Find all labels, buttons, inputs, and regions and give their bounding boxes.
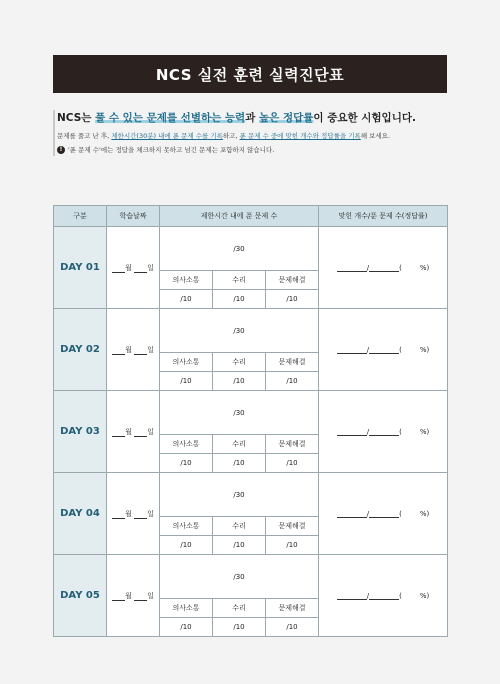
instruction-emphasis: 푼 문제 수 중에 맞힌 개수와 정답률을 기록 <box>239 132 361 140</box>
instruction-part: 하고, <box>222 132 240 140</box>
score-problem-solving-field[interactable] <box>266 290 319 309</box>
month-label: 월 <box>125 345 132 354</box>
day-label: DAY 01 <box>54 227 107 309</box>
score-problem-solving-field[interactable] <box>266 536 319 555</box>
total-solved-field[interactable] <box>160 555 319 599</box>
score-label: /10 <box>180 623 192 631</box>
subject-problem-solving: 문제해결 <box>266 435 319 454</box>
day-label: DAY 04 <box>54 473 107 555</box>
day-blank[interactable] <box>134 264 147 273</box>
subject-math: 수리 <box>213 435 266 454</box>
table-row <box>54 555 448 599</box>
month-label: 월 <box>125 263 132 272</box>
score-communication-field[interactable] <box>160 618 213 637</box>
ratio-separator: / <box>366 428 370 436</box>
headline-text: NCS는 <box>57 112 96 124</box>
score-label: /10 <box>286 459 298 467</box>
note <box>57 145 457 154</box>
study-date-field[interactable] <box>107 555 160 637</box>
score-math-field[interactable] <box>213 536 266 555</box>
month-label: 월 <box>125 509 132 518</box>
header-solved-count: 제한시간 내에 푼 문제 수 <box>160 206 319 227</box>
day-unit-label: 일 <box>147 591 154 600</box>
ratio-separator: / <box>366 510 370 518</box>
diagnosis-table <box>53 205 448 637</box>
month-blank[interactable] <box>112 428 125 437</box>
day-label: DAY 05 <box>54 555 107 637</box>
score-label: /10 <box>180 459 192 467</box>
day-unit-label: 일 <box>147 263 154 272</box>
total-solved-label: /30 <box>233 572 245 581</box>
score-math-field[interactable] <box>213 290 266 309</box>
correct-blank[interactable] <box>337 263 370 272</box>
percent-label: %) <box>419 346 430 354</box>
total-solved-label: /30 <box>233 490 245 499</box>
score-problem-solving-field[interactable] <box>266 618 319 637</box>
day-unit-label: 일 <box>147 345 154 354</box>
subject-problem-solving: 문제해결 <box>266 599 319 618</box>
day-unit-label: 일 <box>147 509 154 518</box>
total-solved-field[interactable] <box>160 227 319 271</box>
score-communication-field[interactable] <box>160 372 213 391</box>
score-label: /10 <box>286 623 298 631</box>
correct-blank[interactable] <box>337 591 370 600</box>
percent-label: %) <box>419 428 430 436</box>
study-date-field[interactable] <box>107 473 160 555</box>
correct-blank[interactable] <box>337 427 370 436</box>
solved-blank[interactable] <box>366 591 399 600</box>
month-label: 월 <box>125 591 132 600</box>
ratio-paren: ( <box>399 592 402 600</box>
subject-communication: 의사소통 <box>160 353 213 372</box>
instruction-part: 문제를 풀고 난 후, <box>57 132 112 140</box>
table-row <box>54 473 448 517</box>
day-blank[interactable] <box>134 510 147 519</box>
score-label: /10 <box>233 623 245 631</box>
study-date-field[interactable] <box>107 227 160 309</box>
percent-label: %) <box>419 592 430 600</box>
header-accuracy: 맞힌 개수/푼 문제 수(정답률) <box>319 206 448 227</box>
month-blank[interactable] <box>112 264 125 273</box>
headline-highlight: 높은 정답률 <box>259 112 314 124</box>
solved-blank[interactable] <box>366 263 399 272</box>
page-title: NCS 실전 훈련 실력진단표 <box>53 55 447 93</box>
accuracy-field[interactable] <box>319 555 448 637</box>
subject-communication: 의사소통 <box>160 435 213 454</box>
score-label: /10 <box>180 295 192 303</box>
total-solved-field[interactable] <box>160 473 319 517</box>
headline-text: 이 중요한 시험입니다. <box>313 112 416 124</box>
subject-problem-solving: 문제해결 <box>266 271 319 290</box>
month-label: 월 <box>125 427 132 436</box>
percent-label: %) <box>419 510 430 518</box>
day-unit-label: 일 <box>147 427 154 436</box>
study-date-field[interactable] <box>107 309 160 391</box>
accuracy-field[interactable] <box>319 391 448 473</box>
score-label: /10 <box>233 541 245 549</box>
score-label: /10 <box>180 541 192 549</box>
percent-label: %) <box>419 264 430 272</box>
score-label: /10 <box>286 377 298 385</box>
score-label: /10 <box>233 377 245 385</box>
month-blank[interactable] <box>112 510 125 519</box>
ratio-paren: ( <box>399 510 402 518</box>
subject-math: 수리 <box>213 599 266 618</box>
accuracy-field[interactable] <box>319 309 448 391</box>
table-row <box>54 227 448 271</box>
subject-problem-solving: 문제해결 <box>266 353 319 372</box>
total-solved-label: /30 <box>233 326 245 335</box>
subject-communication: 의사소통 <box>160 271 213 290</box>
ratio-paren: ( <box>399 346 402 354</box>
solved-blank[interactable] <box>366 427 399 436</box>
study-date-field[interactable] <box>107 391 160 473</box>
subject-problem-solving: 문제해결 <box>266 517 319 536</box>
correct-blank[interactable] <box>337 345 370 354</box>
subject-communication: 의사소통 <box>160 517 213 536</box>
note-text: '푼 문제 수'에는 정답을 체크하지 못하고 넘긴 문제는 포함하지 않습니다. <box>68 146 275 154</box>
score-math-field[interactable] <box>213 454 266 473</box>
score-label: /10 <box>180 377 192 385</box>
instruction-text <box>57 131 457 140</box>
subject-math: 수리 <box>213 353 266 372</box>
header-category: 구분 <box>54 206 107 227</box>
total-solved-label: /30 <box>233 408 245 417</box>
header-date: 학습날짜 <box>107 206 160 227</box>
month-blank[interactable] <box>112 346 125 355</box>
score-problem-solving-field[interactable] <box>266 454 319 473</box>
score-label: /10 <box>286 541 298 549</box>
day-blank[interactable] <box>134 592 147 601</box>
headline <box>57 110 457 126</box>
total-solved-field[interactable] <box>160 391 319 435</box>
score-math-field[interactable] <box>213 618 266 637</box>
intro-accent-bar <box>53 110 55 156</box>
ratio-separator: / <box>366 346 370 354</box>
score-communication-field[interactable] <box>160 290 213 309</box>
accuracy-field[interactable] <box>319 227 448 309</box>
ratio-separator: / <box>366 264 370 272</box>
day-blank[interactable] <box>134 346 147 355</box>
score-label: /10 <box>233 459 245 467</box>
score-math-field[interactable] <box>213 372 266 391</box>
accuracy-field[interactable] <box>319 473 448 555</box>
solved-blank[interactable] <box>366 509 399 518</box>
total-solved-label: /30 <box>233 244 245 253</box>
score-label: /10 <box>233 295 245 303</box>
score-communication-field[interactable] <box>160 536 213 555</box>
table-row <box>54 309 448 353</box>
score-problem-solving-field[interactable] <box>266 372 319 391</box>
month-blank[interactable] <box>112 592 125 601</box>
day-blank[interactable] <box>134 428 147 437</box>
day-label: DAY 03 <box>54 391 107 473</box>
day-label: DAY 02 <box>54 309 107 391</box>
intro-section <box>57 110 457 154</box>
instruction-emphasis: 제한시간(30분) 내에 푼 문제 수를 기록 <box>111 132 223 140</box>
instruction-part: 해 보세요. <box>360 132 391 140</box>
subject-math: 수리 <box>213 517 266 536</box>
ratio-paren: ( <box>399 264 402 272</box>
table-row <box>54 391 448 435</box>
correct-blank[interactable] <box>337 509 370 518</box>
subject-communication: 의사소통 <box>160 599 213 618</box>
score-communication-field[interactable] <box>160 454 213 473</box>
exclamation-icon: ! <box>57 146 65 154</box>
ratio-separator: / <box>366 592 370 600</box>
total-solved-field[interactable] <box>160 309 319 353</box>
score-label: /10 <box>286 295 298 303</box>
subject-math: 수리 <box>213 271 266 290</box>
headline-highlight: 풀 수 있는 문제를 선별하는 능력 <box>95 112 246 124</box>
ratio-paren: ( <box>399 428 402 436</box>
headline-text: 과 <box>245 112 260 124</box>
table-header-row <box>54 206 448 227</box>
solved-blank[interactable] <box>366 345 399 354</box>
